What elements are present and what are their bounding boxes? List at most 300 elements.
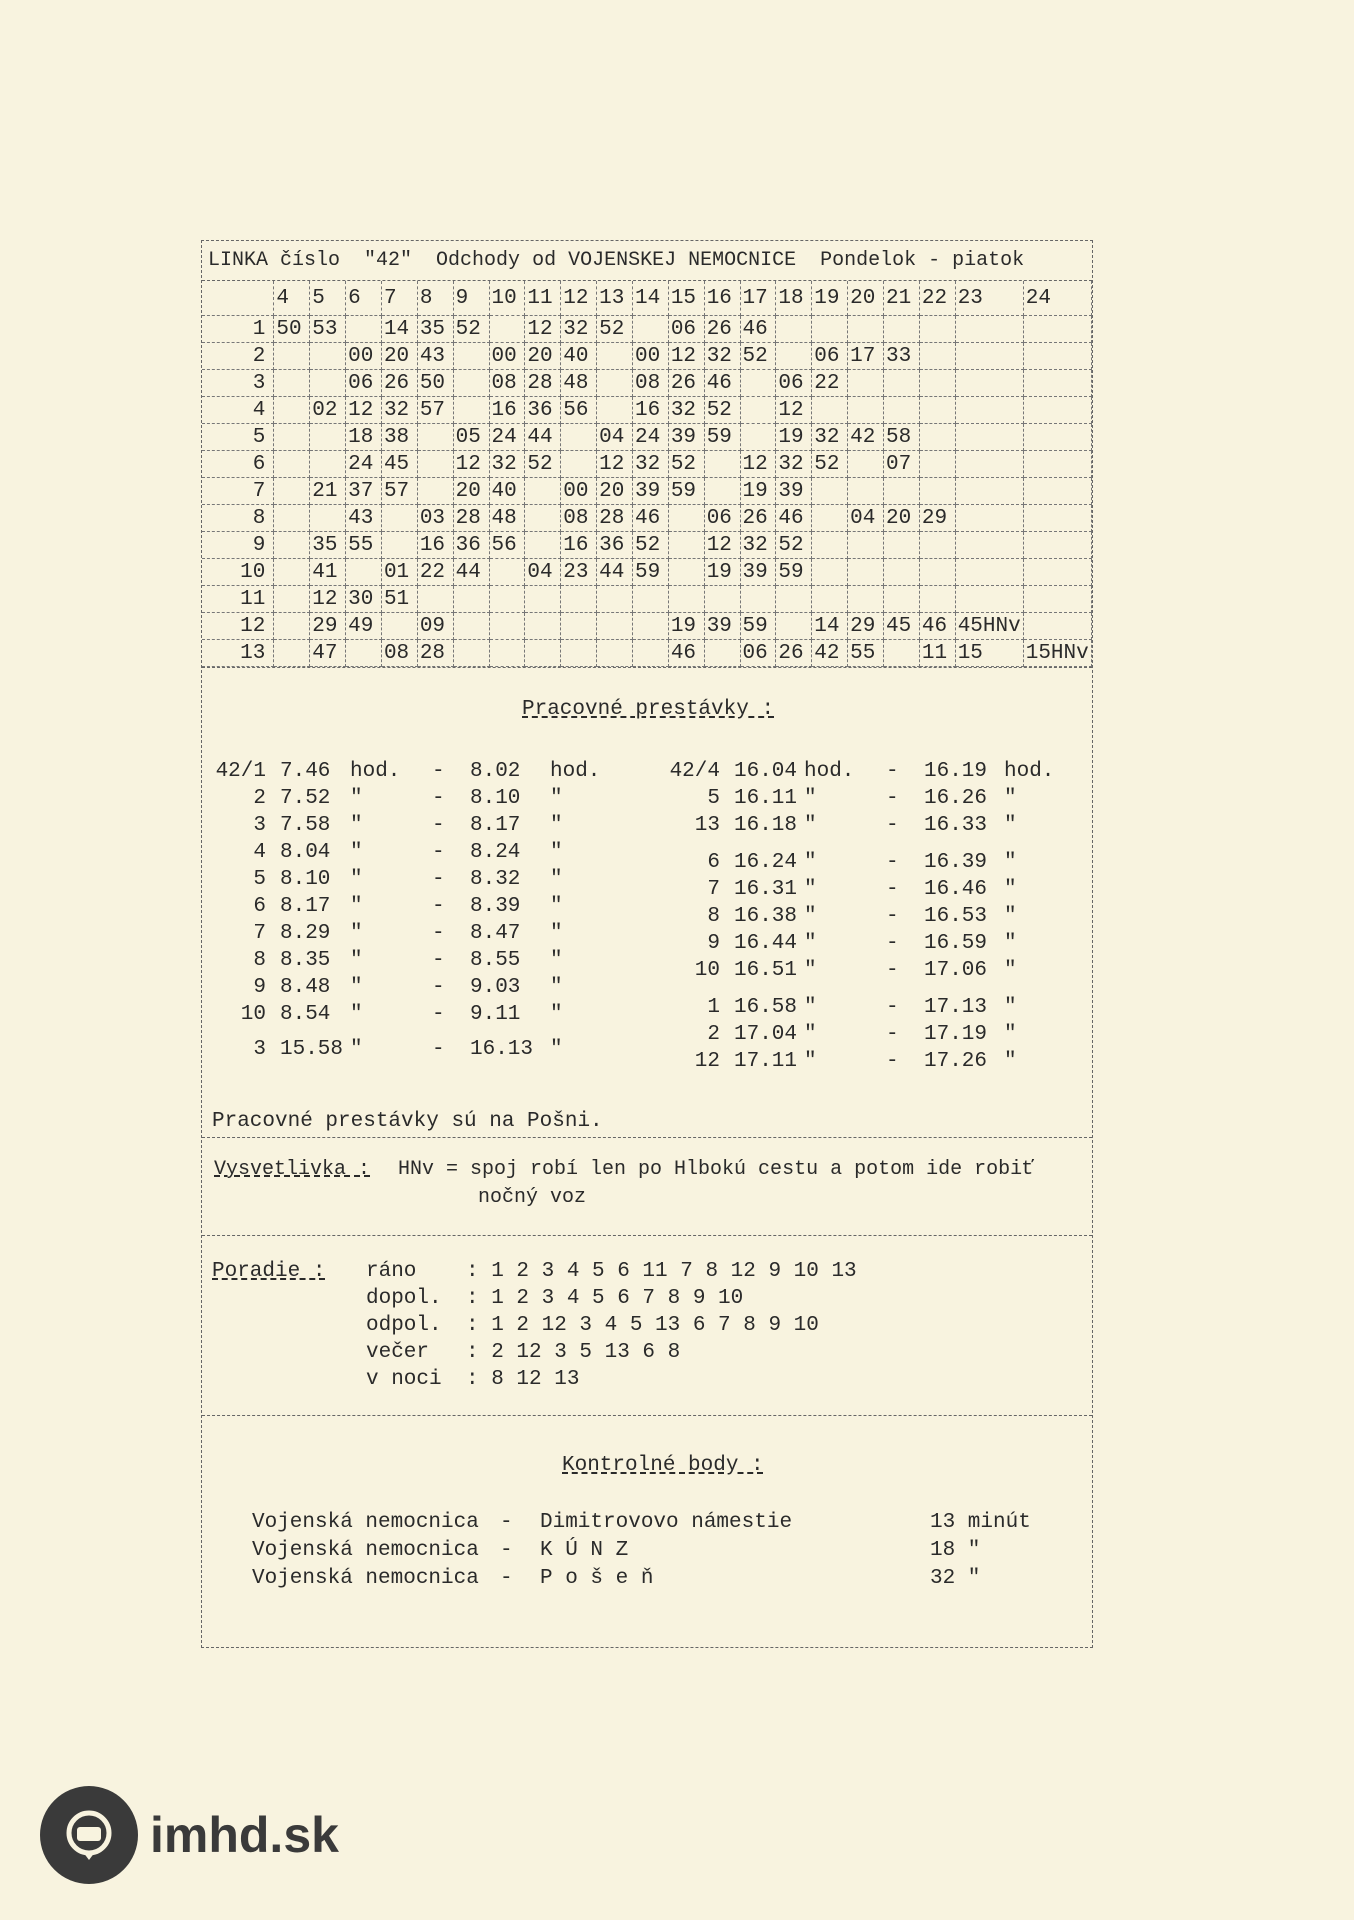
departure-cell xyxy=(381,532,417,559)
departure-cell xyxy=(310,424,346,451)
order-rows xyxy=(366,1258,857,1393)
departure-cell xyxy=(1023,316,1091,343)
departure-cell: 59 xyxy=(632,559,668,586)
departure-cell xyxy=(848,532,884,559)
break-from: 15.58 xyxy=(280,1038,344,1061)
departure-cell: 15 xyxy=(955,640,1023,667)
departure-cell: 01 xyxy=(381,559,417,586)
departure-cell xyxy=(597,613,633,640)
break-to: 8.32 xyxy=(470,868,521,891)
departure-cell xyxy=(776,316,812,343)
departure-cell xyxy=(310,370,346,397)
departure-cell: 00 xyxy=(346,343,382,370)
order-period: odpol. xyxy=(366,1314,442,1337)
break-from: 16.18 xyxy=(734,814,798,837)
departure-cell: 56 xyxy=(489,532,525,559)
break-from: 16.31 xyxy=(734,878,798,901)
break-to: 8.10 xyxy=(470,787,521,810)
course-number: 6 xyxy=(202,451,274,478)
break-from: 8.29 xyxy=(280,922,331,945)
departure-cell xyxy=(525,478,561,505)
hour-header: 11 xyxy=(525,281,561,316)
break-unit: " xyxy=(1004,996,1017,1019)
departure-cell xyxy=(883,316,919,343)
departure-cell xyxy=(417,586,453,613)
legend-label: Vysvetlivka : xyxy=(214,1158,371,1181)
break-dash: - xyxy=(886,932,899,955)
departure-cell: 17 xyxy=(848,343,884,370)
departure-cell: 59 xyxy=(776,559,812,586)
departure-cell: 12 xyxy=(668,343,704,370)
departure-cell: 49 xyxy=(346,613,382,640)
departure-cell: 06 xyxy=(740,640,776,667)
break-from: 8.17 xyxy=(280,895,331,918)
break-unit: " xyxy=(804,996,817,1019)
departure-cell: 08 xyxy=(561,505,597,532)
course-number: 3 xyxy=(202,370,274,397)
header xyxy=(202,241,1092,281)
course-row xyxy=(202,532,1092,559)
brand-logo[interactable] xyxy=(40,1786,339,1884)
departure-cell: 53 xyxy=(310,316,346,343)
departure-cell xyxy=(776,343,812,370)
departure-cell: 52 xyxy=(776,532,812,559)
break-row xyxy=(656,1021,1044,1048)
departure-cell: 20 xyxy=(525,343,561,370)
departure-cell: 43 xyxy=(346,505,382,532)
departure-cell xyxy=(453,343,489,370)
departure-cell: 59 xyxy=(704,424,740,451)
break-dash: - xyxy=(432,976,445,999)
break-unit: hod. xyxy=(1004,760,1055,783)
departure-cell xyxy=(883,397,919,424)
departure-cell xyxy=(561,613,597,640)
hour-header: 19 xyxy=(812,281,848,316)
break-dash: - xyxy=(886,787,899,810)
break-row xyxy=(656,758,1055,785)
departure-cell xyxy=(919,586,955,613)
control-row xyxy=(252,1536,1031,1564)
departure-cell: 24 xyxy=(489,424,525,451)
break-from: 8.35 xyxy=(280,949,331,972)
departure-cell: 46 xyxy=(740,316,776,343)
break-to: 9.11 xyxy=(470,1003,521,1026)
course-number: 7 xyxy=(202,478,274,505)
break-from: 8.04 xyxy=(280,841,331,864)
departure-cell: 52 xyxy=(453,316,489,343)
departure-cell: 06 xyxy=(668,316,704,343)
break-to: 17.13 xyxy=(924,996,988,1019)
course-number: 9 xyxy=(202,532,274,559)
control-destination: P o š e ň xyxy=(540,1566,654,1590)
break-unit: " xyxy=(804,851,817,874)
departure-cell xyxy=(597,640,633,667)
hour-header: 15 xyxy=(668,281,704,316)
departure-cell: 04 xyxy=(848,505,884,532)
break-to: 16.46 xyxy=(924,878,988,901)
departure-cell: 16 xyxy=(561,532,597,559)
departure-cell xyxy=(561,586,597,613)
hour-header: 7 xyxy=(381,281,417,316)
order-sequence: : 1 2 12 3 4 5 13 6 7 8 9 10 xyxy=(466,1314,819,1337)
departure-cell xyxy=(955,424,1023,451)
break-row xyxy=(656,994,1044,1021)
departure-cell xyxy=(274,343,310,370)
course-row xyxy=(202,613,1092,640)
departure-cell xyxy=(1023,343,1091,370)
departure-cell xyxy=(489,559,525,586)
break-to: 16.33 xyxy=(924,814,988,837)
course-row xyxy=(202,343,1092,370)
break-row xyxy=(202,812,590,839)
departure-cell xyxy=(489,316,525,343)
departure-cell: 39 xyxy=(668,424,704,451)
departure-cell: 47 xyxy=(310,640,346,667)
departure-cell: 05 xyxy=(453,424,489,451)
break-unit: " xyxy=(350,949,363,972)
departure-cell xyxy=(597,586,633,613)
imhd-logo-icon xyxy=(40,1786,138,1884)
break-unit: " xyxy=(804,1023,817,1046)
break-unit: " xyxy=(1004,932,1017,955)
departure-grid xyxy=(202,281,1092,667)
departure-cell xyxy=(417,478,453,505)
departure-cell xyxy=(1023,424,1091,451)
break-from: 8.54 xyxy=(280,1003,331,1026)
departure-cell: 46 xyxy=(776,505,812,532)
departure-cell: 50 xyxy=(417,370,453,397)
departure-cell: 57 xyxy=(417,397,453,424)
departure-cell xyxy=(525,505,561,532)
departure-cell xyxy=(561,451,597,478)
departure-cell: 35 xyxy=(310,532,346,559)
departure-cell: 12 xyxy=(740,451,776,478)
course-row xyxy=(202,370,1092,397)
break-unit: " xyxy=(550,1038,563,1061)
break-row xyxy=(656,849,1044,876)
departure-cell xyxy=(489,613,525,640)
break-course: 9 xyxy=(707,932,720,955)
break-unit: " xyxy=(804,905,817,928)
hour-header: 20 xyxy=(848,281,884,316)
departure-cell xyxy=(525,613,561,640)
breaks-right-column xyxy=(656,758,1055,1075)
departure-cell: 51 xyxy=(381,586,417,613)
break-dash: - xyxy=(432,895,445,918)
break-unit: " xyxy=(550,895,563,918)
break-unit: " xyxy=(350,895,363,918)
departure-cell: 26 xyxy=(668,370,704,397)
course-number: 2 xyxy=(202,343,274,370)
order-period: v noci xyxy=(366,1368,442,1391)
departure-cell xyxy=(704,451,740,478)
hour-header: 16 xyxy=(704,281,740,316)
control-origin: Vojenská nemocnica xyxy=(252,1566,479,1590)
course-row xyxy=(202,559,1092,586)
departure-cell: 12 xyxy=(704,532,740,559)
departure-cell xyxy=(740,424,776,451)
departure-cell: 32 xyxy=(812,424,848,451)
brand-text: imhd.sk xyxy=(150,1807,339,1863)
course-row xyxy=(202,478,1092,505)
departure-cell xyxy=(1023,613,1091,640)
departure-cell: 41 xyxy=(310,559,346,586)
departure-cell xyxy=(848,559,884,586)
breaks-section xyxy=(202,668,1092,1138)
departure-cell: 43 xyxy=(417,343,453,370)
break-to: 17.26 xyxy=(924,1050,988,1073)
break-unit: " xyxy=(804,959,817,982)
break-course: 5 xyxy=(253,868,266,891)
departure-cell xyxy=(632,586,668,613)
departure-cell xyxy=(381,613,417,640)
departure-cell: 44 xyxy=(597,559,633,586)
course-row xyxy=(202,586,1092,613)
break-unit: " xyxy=(804,932,817,955)
break-dash: - xyxy=(886,760,899,783)
break-unit: " xyxy=(550,922,563,945)
break-row xyxy=(202,1036,590,1063)
break-row xyxy=(656,903,1044,930)
break-to: 8.02 xyxy=(470,760,521,783)
break-row xyxy=(202,920,590,947)
departure-cell xyxy=(919,424,955,451)
break-from: 16.58 xyxy=(734,996,798,1019)
departure-cell xyxy=(453,613,489,640)
departure-cell: 52 xyxy=(740,343,776,370)
departure-cell: 44 xyxy=(525,424,561,451)
control-origin: Vojenská nemocnica xyxy=(252,1538,479,1562)
break-course: 42/4 xyxy=(669,760,720,783)
departure-cell: 52 xyxy=(632,532,668,559)
legend-text: HNv = spoj robí len po Hlbokú cestu a potom ide robiť xyxy=(398,1158,1035,1181)
break-row xyxy=(656,785,1044,812)
departure-cell xyxy=(1023,397,1091,424)
order-row xyxy=(366,1258,857,1285)
departure-cell xyxy=(310,505,346,532)
course-row xyxy=(202,424,1092,451)
break-row xyxy=(202,839,590,866)
departure-cell: 33 xyxy=(883,343,919,370)
break-to: 8.39 xyxy=(470,895,521,918)
departure-cell xyxy=(632,316,668,343)
departure-cell: 07 xyxy=(883,451,919,478)
control-dash: - xyxy=(500,1538,513,1562)
break-unit: " xyxy=(350,922,363,945)
break-row xyxy=(202,785,590,812)
departure-cell xyxy=(955,316,1023,343)
break-course: 10 xyxy=(240,1003,266,1026)
control-origin: Vojenská nemocnica xyxy=(252,1510,479,1534)
departure-cell: 48 xyxy=(489,505,525,532)
departure-cell: 52 xyxy=(597,316,633,343)
departure-cell xyxy=(597,370,633,397)
departure-cell: 12 xyxy=(776,397,812,424)
break-unit: " xyxy=(550,841,563,864)
break-unit: " xyxy=(804,814,817,837)
departure-cell xyxy=(812,478,848,505)
departure-cell: 08 xyxy=(489,370,525,397)
break-to: 16.26 xyxy=(924,787,988,810)
break-from: 7.52 xyxy=(280,787,331,810)
departure-cell xyxy=(1023,370,1091,397)
break-from: 16.44 xyxy=(734,932,798,955)
break-course: 9 xyxy=(253,976,266,999)
departure-cell: 26 xyxy=(381,370,417,397)
course-number: 8 xyxy=(202,505,274,532)
control-destination: Dimitrovovo námestie xyxy=(540,1510,793,1534)
departure-cell: 40 xyxy=(561,343,597,370)
departure-cell: 19 xyxy=(740,478,776,505)
control-row xyxy=(252,1508,1031,1536)
departure-cell: 04 xyxy=(597,424,633,451)
departure-cell xyxy=(848,397,884,424)
departure-cell: 21 xyxy=(310,478,346,505)
departure-cell xyxy=(848,586,884,613)
break-unit: " xyxy=(550,949,563,972)
break-dash: - xyxy=(432,1003,445,1026)
hour-header: 24 xyxy=(1023,281,1091,316)
departure-cell xyxy=(346,640,382,667)
hour-header: 21 xyxy=(883,281,919,316)
departure-cell: 20 xyxy=(381,343,417,370)
break-unit: " xyxy=(1004,1050,1017,1073)
departure-cell xyxy=(919,532,955,559)
departure-cell xyxy=(668,505,704,532)
departure-cell xyxy=(883,532,919,559)
departure-cell xyxy=(848,316,884,343)
hour-header: 17 xyxy=(740,281,776,316)
break-course: 1 xyxy=(707,996,720,1019)
departure-cell: 59 xyxy=(740,613,776,640)
departure-cell: 12 xyxy=(597,451,633,478)
order-sequence: : 1 2 3 4 5 6 11 7 8 12 9 10 13 xyxy=(466,1260,857,1283)
grid-corner xyxy=(202,281,274,316)
departure-cell xyxy=(776,613,812,640)
course-number: 4 xyxy=(202,397,274,424)
break-from: 16.24 xyxy=(734,851,798,874)
break-row xyxy=(202,974,590,1001)
departure-cell: 59 xyxy=(668,478,704,505)
departure-cell xyxy=(740,370,776,397)
departure-cell xyxy=(883,478,919,505)
break-dash: - xyxy=(886,814,899,837)
departure-cell: 22 xyxy=(417,559,453,586)
hour-header: 22 xyxy=(919,281,955,316)
break-course: 42/1 xyxy=(215,760,266,783)
departure-cell: 46 xyxy=(668,640,704,667)
break-unit: " xyxy=(1004,1023,1017,1046)
departure-cell xyxy=(919,451,955,478)
breaks-note: Pracovné prestávky sú na Pošni. xyxy=(212,1110,603,1133)
break-unit: " xyxy=(1004,905,1017,928)
order-row xyxy=(366,1285,857,1312)
days-label: Pondelok - piatok xyxy=(820,249,1025,272)
departure-cell: 00 xyxy=(561,478,597,505)
departure-cell: 04 xyxy=(525,559,561,586)
departure-cell: 08 xyxy=(381,640,417,667)
break-course: 4 xyxy=(253,841,266,864)
hour-header: 9 xyxy=(453,281,489,316)
departure-cell: 37 xyxy=(346,478,382,505)
departure-cell: 46 xyxy=(704,370,740,397)
order-period: ráno xyxy=(366,1260,417,1283)
departure-cell: 32 xyxy=(776,451,812,478)
control-minutes: 13 minút xyxy=(930,1510,1031,1534)
break-to: 17.19 xyxy=(924,1023,988,1046)
departure-cell xyxy=(919,370,955,397)
departure-cell: 12 xyxy=(346,397,382,424)
departure-cell: 00 xyxy=(632,343,668,370)
break-to: 8.55 xyxy=(470,949,521,972)
departure-cell: 08 xyxy=(632,370,668,397)
line-label: LINKA číslo xyxy=(208,249,341,272)
departure-cell: 32 xyxy=(489,451,525,478)
departure-cell: 20 xyxy=(883,505,919,532)
departure-cell xyxy=(417,451,453,478)
departure-cell: 36 xyxy=(525,397,561,424)
departure-cell xyxy=(310,343,346,370)
order-section xyxy=(202,1236,1092,1416)
departure-cell: 20 xyxy=(597,478,633,505)
departure-cell: 28 xyxy=(417,640,453,667)
course-number: 5 xyxy=(202,424,274,451)
break-to: 9.03 xyxy=(470,976,521,999)
departure-cell: 06 xyxy=(346,370,382,397)
departure-cell xyxy=(955,559,1023,586)
departure-cell xyxy=(955,370,1023,397)
departure-cell: 23 xyxy=(561,559,597,586)
departure-cell xyxy=(1023,586,1091,613)
departure-cell xyxy=(632,613,668,640)
break-unit: " xyxy=(1004,959,1017,982)
departure-cell xyxy=(525,586,561,613)
departure-cell: 18 xyxy=(346,424,382,451)
departure-cell xyxy=(274,640,310,667)
departure-cell xyxy=(274,370,310,397)
departure-cell xyxy=(561,640,597,667)
control-section xyxy=(202,1416,1092,1616)
hour-header: 8 xyxy=(417,281,453,316)
course-row xyxy=(202,505,1092,532)
break-row xyxy=(202,893,590,920)
break-course: 2 xyxy=(253,787,266,810)
departure-cell xyxy=(812,559,848,586)
departure-cell: 35 xyxy=(417,316,453,343)
departure-cell xyxy=(812,316,848,343)
departure-cell xyxy=(883,559,919,586)
departure-cell: 32 xyxy=(632,451,668,478)
departure-cell: 32 xyxy=(381,397,417,424)
departure-cell xyxy=(919,559,955,586)
departure-cell xyxy=(489,640,525,667)
departure-cell xyxy=(346,316,382,343)
order-sequence: : 1 2 3 4 5 6 7 8 9 10 xyxy=(466,1287,744,1310)
departure-cell: 12 xyxy=(525,316,561,343)
departure-cell: 14 xyxy=(812,613,848,640)
hour-header: 10 xyxy=(489,281,525,316)
break-row xyxy=(202,1001,590,1028)
departure-cell: 36 xyxy=(453,532,489,559)
departure-cell: 46 xyxy=(632,505,668,532)
break-row xyxy=(202,758,601,785)
control-dash: - xyxy=(500,1510,513,1534)
departure-cell: 45HNv xyxy=(955,613,1023,640)
break-course: 6 xyxy=(707,851,720,874)
departure-cell: 46 xyxy=(919,613,955,640)
departure-cell xyxy=(812,397,848,424)
departure-cell: 45 xyxy=(381,451,417,478)
